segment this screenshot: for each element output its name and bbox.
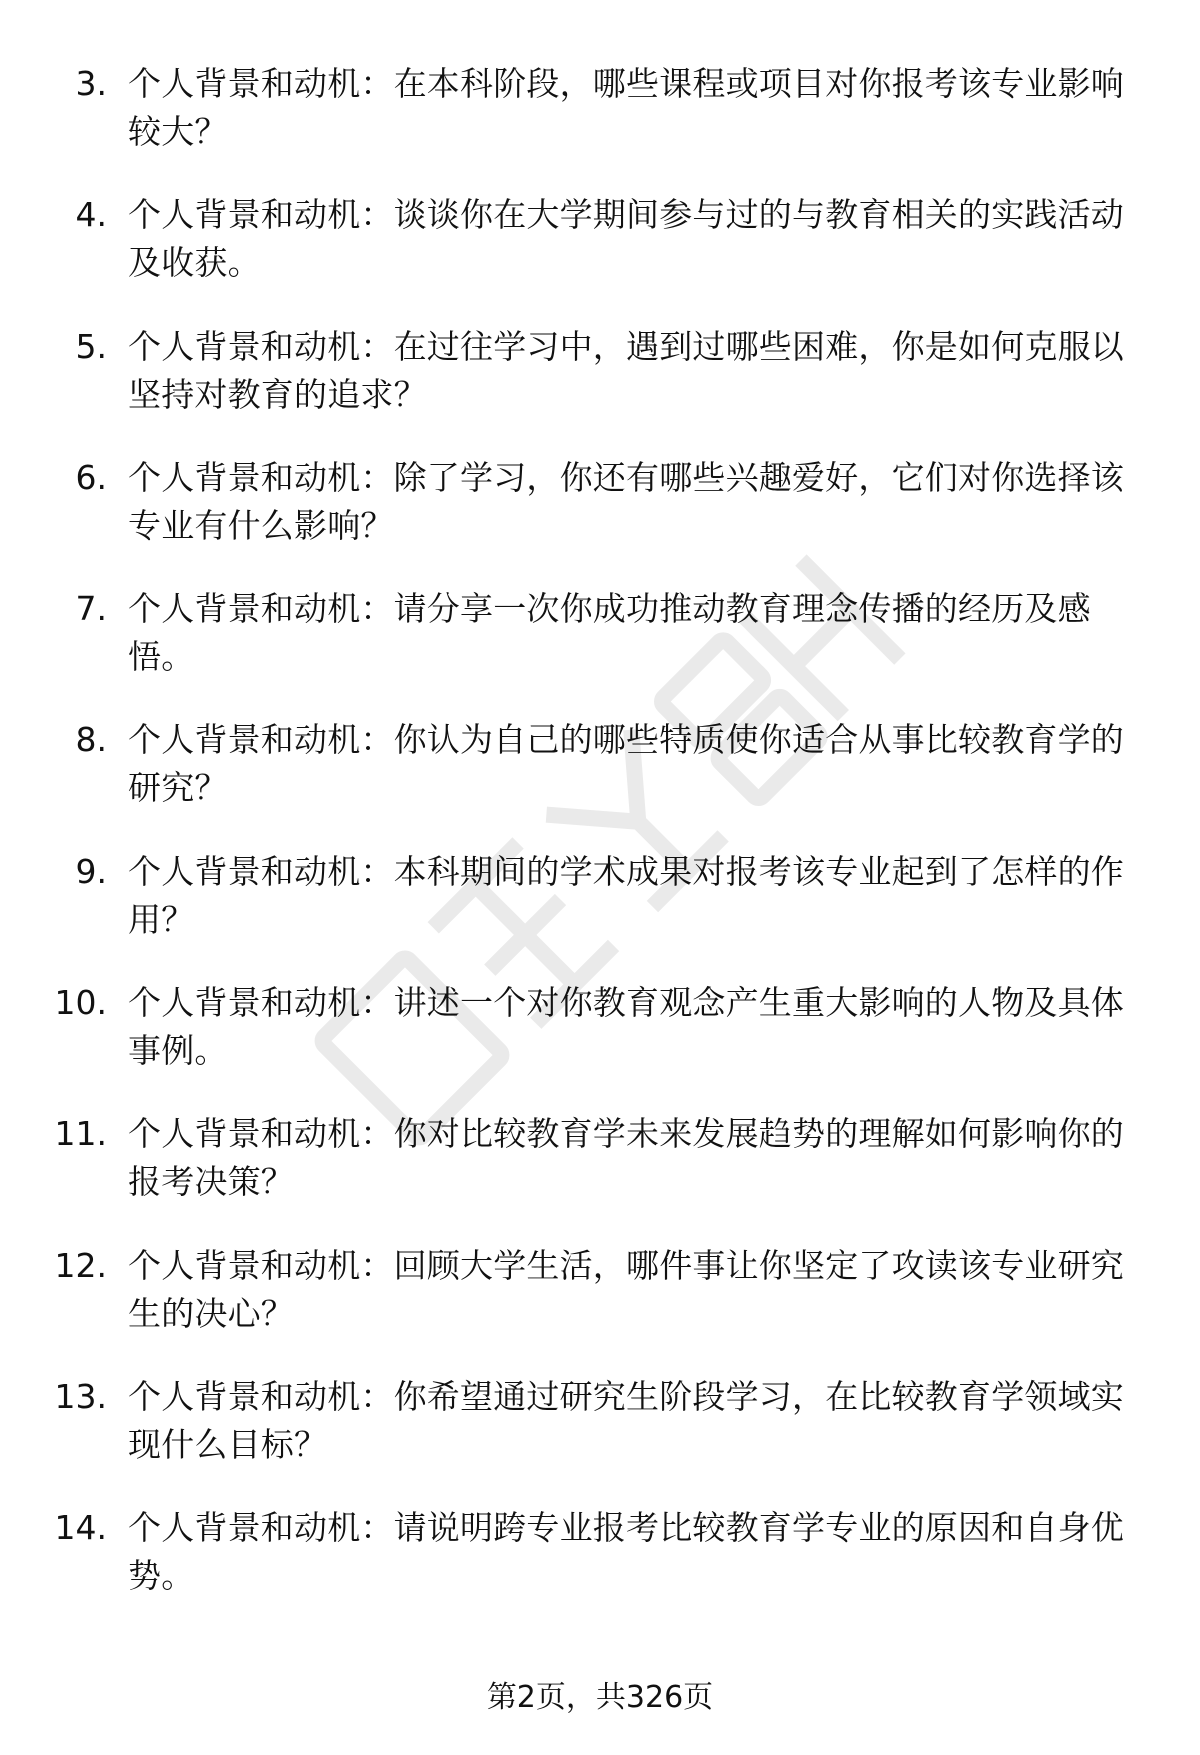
question-text: 个人背景和动机：回顾大学生活，哪件事让你坚定了攻读该专业研究生的决心？: [128, 1245, 1124, 1333]
question-item: [0, 716, 1200, 847]
question-number: 13.: [54, 1376, 107, 1416]
question-number: 12.: [54, 1245, 107, 1285]
question-text: 个人背景和动机：你认为自己的哪些特质使你适合从事比较教育学的研究？: [128, 720, 1124, 808]
question-item: [0, 1110, 1200, 1241]
question-text: 个人背景和动机：谈谈你在大学期间参与过的与教育相关的实践活动及收获。: [128, 195, 1124, 283]
question-number: 3.: [75, 64, 107, 103]
question-number: 11.: [54, 1114, 107, 1154]
question-list: [0, 60, 1200, 1636]
question-text: 个人背景和动机：请分享一次你成功推动教育理念传播的经历及感悟。: [128, 589, 1091, 677]
question-item: [0, 323, 1200, 454]
question-number: 9.: [75, 851, 107, 891]
page-footer: 第2页，共326页: [486, 1680, 714, 1715]
question-number: 5.: [75, 326, 107, 366]
question-item: [0, 191, 1200, 322]
question-number: 14.: [54, 1508, 107, 1548]
question-text: 个人背景和动机：请说明跨专业报考比较教育学专业的原因和自身优势。: [128, 1508, 1124, 1596]
question-text: 个人背景和动机：在过往学习中，遇到过哪些困难，你是如何克服以坚持对教育的追求？: [128, 326, 1124, 414]
question-text: 个人背景和动机：在本科阶段，哪些课程或项目对你报考该专业影响较大？: [128, 64, 1124, 151]
question-number: 6.: [75, 457, 107, 497]
question-item: [0, 1373, 1200, 1504]
question-text: 个人背景和动机：除了学习，你还有哪些兴趣爱好，它们对你选择该专业有什么影响？: [128, 457, 1124, 545]
question-number: 7.: [75, 589, 107, 629]
question-item: [0, 454, 1200, 585]
question-item: [0, 585, 1200, 716]
question-text: 个人背景和动机：讲述一个对你教育观念产生重大影响的人物及具体事例。: [128, 983, 1124, 1071]
question-item: [0, 60, 1200, 191]
question-text: 个人背景和动机：你希望通过研究生阶段学习，在比较教育学领域实现什么目标？: [128, 1376, 1124, 1464]
question-text: 个人背景和动机：本科期间的学术成果对报考该专业起到了怎样的作用？: [128, 851, 1124, 939]
question-item: [0, 1242, 1200, 1373]
question-item: [0, 848, 1200, 979]
question-number: 10.: [54, 983, 107, 1023]
question-text: 个人背景和动机：你对比较教育学未来发展趋势的理解如何影响你的报考决策？: [128, 1114, 1124, 1202]
question-number: 8.: [75, 720, 107, 760]
question-item: [0, 1504, 1200, 1635]
question-number: 4.: [75, 195, 107, 235]
question-item: [0, 979, 1200, 1110]
